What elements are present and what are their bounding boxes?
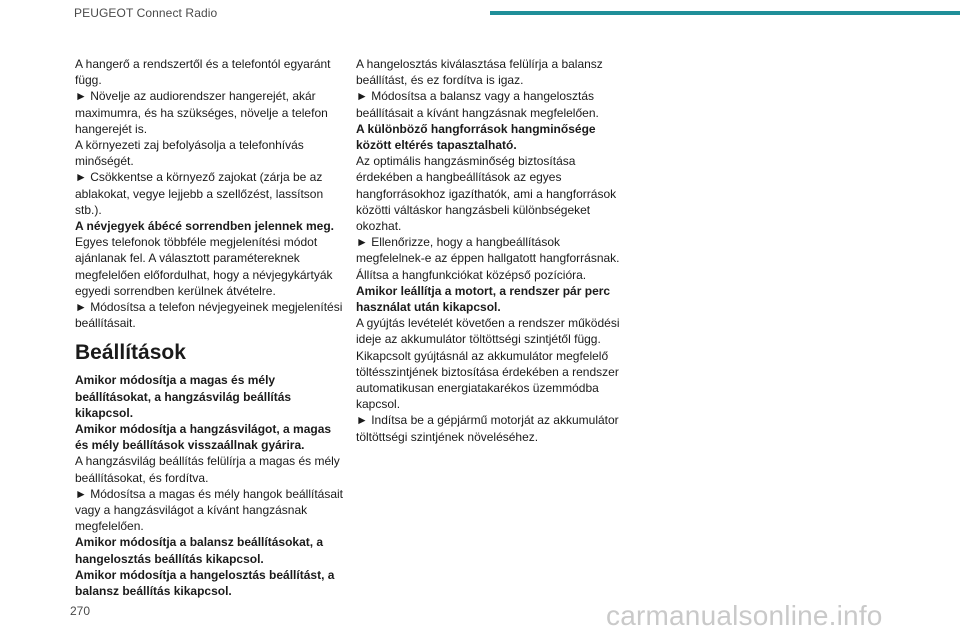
bold-statement: Amikor leállítja a motort, a rendszer pár perc használat után kikapcsol. (356, 283, 611, 315)
page-number: 270 (70, 604, 91, 618)
bold-statement: A névjegyek ábécé sorrendben jelennek meg. (75, 219, 334, 234)
bold-statement: Amikor módosítja a hangelosztás beállítást, a balansz beállítás kikapcsol. (75, 567, 335, 599)
body-paragraph: ► Csökkentse a környező zajokat (zárja be az ablakokat, vegye lejjebb a szellőzést, lassítson stb.). (75, 170, 324, 217)
body-paragraph: A környezeti zaj befolyásolja a telefonhívás minőségét. (75, 138, 304, 169)
body-paragraph: ► Módosítsa a magas és mély hangok beállításait vagy a hangzásvilágot a kívánt hangzásnak megfelelően. (75, 486, 344, 534)
body-paragraph: Kikapcsolt gyújtásnál az akkumulátor megfelelő töltésszintjének biztosítása érdekében a rendszer automatikusan energiatakarékos üzemmódba kapcsol. (356, 348, 619, 412)
section-heading: Beállítások (75, 341, 186, 365)
bold-statement: Amikor módosítja a hangzásvilágot, a magas és mély beállítások visszaállnak gyárira. (75, 422, 332, 453)
left-column (75, 56, 347, 599)
body-paragraph: A hangzásvilág beállítás felülírja a magas és mély beállításokat, és fordítva. (75, 454, 340, 485)
watermark-text: carmanualsonline.info (606, 600, 883, 631)
bold-statement: A különböző hangforrások hangminősége között eltérés tapasztalható. (356, 121, 596, 153)
settings-section (75, 372, 347, 599)
bold-statement: Amikor módosítja a balansz beállításokat, a hangelosztás beállítás kikapcsol. (75, 535, 324, 566)
right-column (356, 56, 628, 445)
body-paragraph: ► Ellenőrizze, hogy a hangbeállítások megfelelnek-e az éppen hallgatott hangforrásnak. Állítsa a hangfunkciókat középső pozícióra. (356, 235, 620, 282)
running-header-title: PEUGEOT Connect Radio (74, 6, 218, 20)
body-paragraph: Egyes telefonok többféle megjelenítési módot ajánlanak fel. A választott paramétereknek megfelelően előfordulhat, hogy a névjegykártyák egyedi sorrendben kerülnek átvételre. (75, 235, 333, 298)
body-paragraph: A hangelosztás kiválasztása felülírja a balansz beállítást, és ez fordítva is igaz. (356, 57, 603, 88)
body-paragraph: ► Módosítsa a balansz vagy a hangelosztás beállításait a kívánt hangzásnak megfelelően. (356, 89, 599, 120)
left-intro-section (75, 56, 347, 331)
body-paragraph: ► Módosítsa a telefon névjegyeinek megjelenítési beállításait. (75, 300, 343, 331)
right-paragraphs (356, 56, 628, 445)
body-paragraph: Az optimális hangzásminőség biztosítása érdekében a hangbeállítások az egyes hangforrásokhoz igazíthatók, ami a hangforrások közötti váltáskor hangzásbeli különbségeket okozhat. (356, 154, 617, 234)
body-paragraph: A gyújtás levételét követően a rendszer működési ideje az akkumulátor töltöttségi szintjétől függ. (356, 316, 620, 347)
bold-statement: Amikor módosítja a magas és mély beállításokat, a hangzásvilág beállítás kikapcsol. (75, 373, 292, 420)
body-paragraph: ► Indítsa be a gépjármű motorját az akkumulátor töltöttségi szintjének növeléséhez. (356, 413, 619, 444)
body-paragraph: A hangerő a rendszertől és a telefontól egyaránt függ. (75, 57, 331, 88)
body-paragraph: ► Növelje az audiorendszer hangerejét, akár maximumra, és ha szükséges, növelje a telefon hangerejét is. (75, 89, 328, 136)
header-accent-bar (490, 11, 960, 15)
